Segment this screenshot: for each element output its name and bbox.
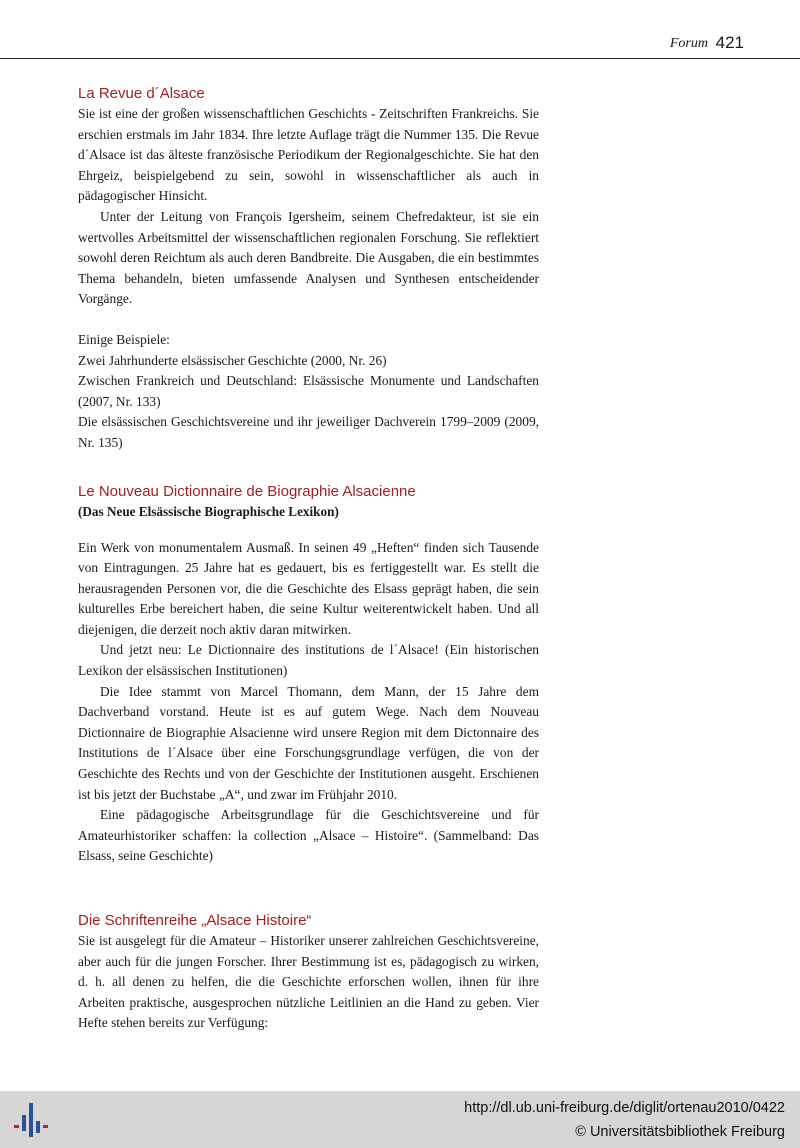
examples-heading: Einige Beispiele: xyxy=(78,331,170,347)
example-item: Zwei Jahrhunderte elsässischer Geschichte (2000, Nr. 26) xyxy=(78,352,387,368)
section-subtitle: (Das Neue Elsässische Biographische Lexikon) xyxy=(78,503,339,519)
running-title: Forum xyxy=(669,36,708,51)
page-header xyxy=(0,0,800,59)
section-title-revue: La Revue d´Alsace xyxy=(78,85,205,102)
section-title-schriftenreihe: Die Schriftenreihe „Alsace Histoire“ xyxy=(78,912,312,929)
example-item: Die elsässischen Geschichtsvereine und ihr jeweiliger Dachverein 1799–2009 (2009, Nr. 135) xyxy=(78,414,539,450)
footer-bar xyxy=(0,1091,800,1148)
dictionnaire-paragraph-4: Eine pädagogische Arbeitsgrundlage für die Geschichtsvereine und für Amateurhistoriker schaffen: la collection „Alsace – Histoire“. (Sammelband: Das Elsass, seine Geschichte) xyxy=(78,807,539,864)
dictionnaire-paragraph-1: Ein Werk von monumentalem Ausmaß. In seinen 49 „Heften“ finden sich Tausende von Eintragungen. 25 Jahre hat es gedauert, bis es fertiggestellt war. Es stellt die herausragenden Personen vor, die die Geschichte des Elsass geprägt haben, die sein kulturelles Erbe bereichert haben, die seine Kultur weiterentwickelt haben. Und all diejenigen, die derzeit noch aktiv daran mitwirken. xyxy=(78,539,539,637)
page-number: 421 xyxy=(715,33,744,52)
copyright-notice: © Universitätsbibliothek Freiburg xyxy=(575,1124,785,1140)
example-item: Zwischen Frankreich und Deutschland: Elsässische Monumente und Landschaften (2007, Nr. 133) xyxy=(78,373,539,409)
revue-paragraph-1: Sie ist eine der großen wissenschaftlichen Geschichts - Zeitschriften Frankreichs. Sie erschien erstmals im Jahr 1834. Ihre letzte Auflage trägt die Nummer 135. Die Revue d´Alsace ist das älteste französische Periodikum der Regionalgeschichte. Sie hat den Ehrgeiz, beispielgebend zu sein, sowohl in wissenschaftlicher als auch in pädagogischer Hinsicht. xyxy=(78,106,539,204)
dictionnaire-paragraph-2: Und jetzt neu: Le Dictionnaire des institutions de l´Alsace! (Ein historischen Lexikon der elsässischen Institutionen) xyxy=(78,642,539,679)
revue-paragraph-2: Unter der Leitung von François Igersheim, seinem Chefredakteur, ist sie ein wertvolles Arbeitsmittel der wissenschaftlichen regionalen Forschung. Sie reflektiert sowohl deren Reichtum als auch deren Bandbreite. Die Ausgaben, die ein bestimmtes Thema behandeln, bieten umfassende Analysen und Synthesen entscheidender Vorgänge. xyxy=(78,208,539,307)
source-url-link[interactable]: http://dl.ub.uni-freiburg.de/diglit/ortenau2010/0422 xyxy=(464,1100,785,1116)
dictionnaire-paragraph-3: Die Idee stammt von Marcel Thomann, dem Mann, der 15 Jahre dem Dachverband vorstand. Heute ist es auf gutem Wege. Nach dem Nouveau Dictionnaire de Biographie Alsacienne wird unsere Region mit dem Dictonnaire des Institutions de l´Alsace über eine Forschungsgrundlage verfügen, die von der Geschichte des Rechts und von der Geschichte der Institutionen ausgeht. Erschienen ist bis jetzt der Buchstabe „A“, und zwar im Frühjahr 2010. xyxy=(78,683,539,802)
article-body xyxy=(78,84,539,1034)
section-title-dictionnaire: Le Nouveau Dictionnaire de Biographie Alsacienne xyxy=(78,482,416,500)
schriftenreihe-paragraph-1: Sie ist ausgelegt für die Amateur – Historiker unserer zahlreichen Geschichtsvereine, aber auch für die jungen Forscher. Ihrer Bestimmung ist es, pädagogisch zu wirken, d. h. all denen zu helfen, die die Geschichte erforschen wollen, ihnen für ihre Arbeiten praktische, ausgesprochen nützliche Leitlinien an die Hand zu geben. Vier Hefte stehen bereits zur Verfügung: xyxy=(78,933,539,1031)
ub-freiburg-logo-icon xyxy=(12,1101,50,1139)
